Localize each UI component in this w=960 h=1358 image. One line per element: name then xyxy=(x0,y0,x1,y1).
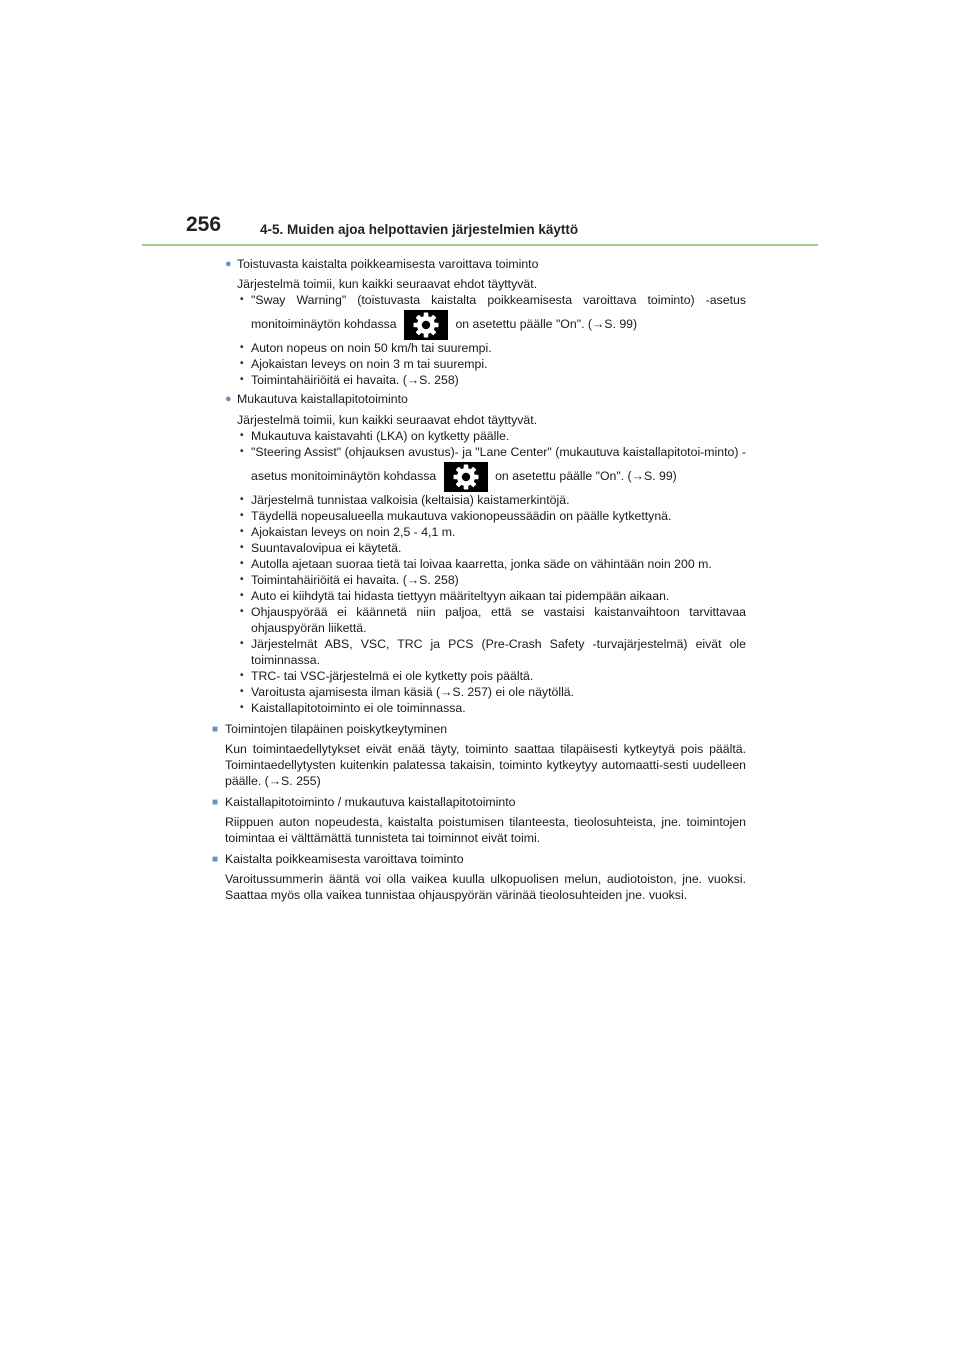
square-bullet-icon: ■ xyxy=(212,724,219,735)
list-item: • Täydellä nopeusalueella mukautuva vakionopeussäädin on päälle kytkettynä. xyxy=(237,508,746,524)
list-item: • Toimintahäiriöitä ei havaita. (→S. 258) xyxy=(237,372,746,388)
list-item: • Järjestelmä tunnistaa valkoisia (keltaisia) kaistamerkintöjä. xyxy=(237,492,746,508)
lta-heading: ● Mukautuva kaistallapitotoiminto xyxy=(225,392,408,406)
list-item: • Auton nopeus on noin 50 km/h tai suurempi. xyxy=(237,340,746,356)
lta-intro: Järjestelmä toimii, kun kaikki seuraavat ehdot täyttyvät. xyxy=(237,413,538,427)
circle-bullet-icon: ● xyxy=(225,393,232,405)
note-text-lane-keeping: Riippuen auton nopeudesta, kaistalta poistumisen tilanteesta, tieolosuhteista, jne. toimintojen toimintaa ei välttämättä tunnisteta tai toiminnot eivät toimi. xyxy=(225,815,746,845)
list-item: • Ajokaistan leveys on noin 3 m tai suurempi. xyxy=(237,356,746,372)
sway-conditions xyxy=(237,292,746,388)
list-item: • Suuntavalovipua ei käytetä. xyxy=(237,540,746,556)
list-item: • "Sway Warning" (toistuvasta kaistalta poikkeamisesta varoittava toiminto) -asetus monitoiminäytön kohdassa on asetettu päälle "On". (→S. 99) xyxy=(237,292,746,340)
note-heading-lane-keeping: ■ Kaistallapitotoiminto / mukautuva kaistallapitotoiminto xyxy=(212,795,516,809)
list-item: • Toimintahäiriöitä ei havaita. (→S. 258) xyxy=(237,572,746,588)
list-item: • TRC- tai VSC-järjestelmä ei ole kytketty pois päältä. xyxy=(237,668,746,684)
sway-intro: Järjestelmä toimii, kun kaikki seuraavat ehdot täyttyvät. xyxy=(237,277,538,291)
note-heading-temporary-disable: ■ Toimintojen tilapäinen poiskytkeytyminen xyxy=(212,722,448,736)
lta-conditions xyxy=(237,428,746,716)
square-bullet-icon: ■ xyxy=(212,854,219,865)
sway-warning-heading: ● Toistuvasta kaistalta poikkeamisesta varoittava toiminto xyxy=(225,257,539,271)
page-content xyxy=(212,256,746,903)
list-item: • Autolla ajetaan suoraa tietä tai loivaa kaarretta, jonka säde on vähintään noin 200 m. xyxy=(237,556,746,572)
settings-gear-icon xyxy=(404,310,448,340)
list-item: • Ohjauspyörää ei käännetä niin paljoa, että se vastaisi kaistanvaihtoon tarvittavaa ohjauspyörän liikettä. xyxy=(237,604,746,636)
list-item: • "Steering Assist" (ohjauksen avustus)- ja "Lane Center" (mukautuva kaistallapitotoi-minto) -asetus monitoiminäytön kohdassa on asetettu päälle "On". (→S. 99) xyxy=(237,444,746,492)
section-title: 4-5. Muiden ajoa helpottavien järjestelmien käyttö xyxy=(260,222,579,237)
list-item: • Auto ei kiihdytä tai hidasta tiettyyn määriteltyyn aikaan tai pidempään aikaan. xyxy=(237,588,746,604)
list-item: • Varoitusta ajamisesta ilman käsiä (→S. 257) ei ole näytöllä. xyxy=(237,684,746,700)
header-rule xyxy=(142,244,818,246)
list-item: • Mukautuva kaistavahti (LKA) on kytketty päälle. xyxy=(237,428,746,444)
note-heading-lane-departure: ■ Kaistalta poikkeamisesta varoittava toiminto xyxy=(212,852,464,866)
list-item: • Kaistallapitotoiminto ei ole toiminnassa. xyxy=(237,700,746,716)
list-item: • Ajokaistan leveys on noin 2,5 - 4,1 m. xyxy=(237,524,746,540)
square-bullet-icon: ■ xyxy=(212,797,219,808)
settings-gear-icon xyxy=(444,462,488,492)
list-item: • Järjestelmät ABS, VSC, TRC ja PCS (Pre-Crash Safety -turvajärjestelmä) eivät ole toiminnassa. xyxy=(237,636,746,668)
note-text-lane-departure: Varoitussummerin ääntä voi olla vaikea kuulla ulkopuolisen melun, audiotoiston, jne. vuoksi. Saattaa myös olla vaikea tunnistaa ohjauspyörän värinää tieolosuhteiden jne. vuoksi. xyxy=(225,872,746,902)
page-number: 256 xyxy=(186,213,222,236)
note-text-temporary-disable: Kun toimintaedellytykset eivät enää täyty, toiminto saattaa tilapäisesti kytkeytyä pois päältä. Toimintaedellytysten kuitenkin palatessa takaisin, toiminto kytkeytyy automaatti-sesti uudelleen päälle. (→S. 255) xyxy=(225,742,746,788)
circle-bullet-icon: ● xyxy=(225,258,232,270)
